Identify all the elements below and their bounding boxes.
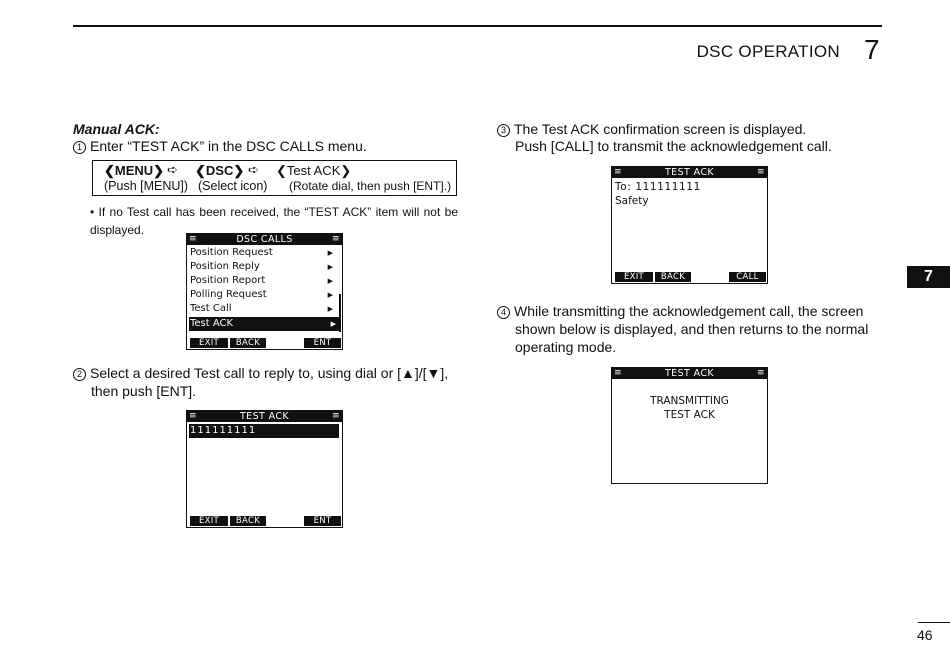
call-softkey: CALL xyxy=(729,272,766,282)
step-2-line-1: Select a desired Test call to reply to, using dial or [▲]/[▼], xyxy=(90,365,449,381)
menu-icon: ≡ xyxy=(757,167,765,177)
step-3-line-1: The Test ACK confirmation screen is displayed. xyxy=(514,121,807,137)
page-number-rule xyxy=(918,622,950,623)
back-softkey: BACK xyxy=(230,516,266,526)
arrow-right-icon: ▶ xyxy=(327,291,333,299)
chapter-title: DSC OPERATION xyxy=(696,42,840,61)
step-1 xyxy=(73,137,367,155)
lcd-title: TEST ACK xyxy=(239,411,290,422)
to-address: To: 111111111 xyxy=(615,181,701,193)
menu-icon: ≡ xyxy=(614,368,622,378)
back-softkey: BACK xyxy=(230,338,266,348)
lcd-title-bar xyxy=(187,234,342,245)
menu-item-polling-request: Polling Request ▶ xyxy=(190,289,333,300)
arrow-right-icon: ▶ xyxy=(330,320,336,328)
menu-item-test-call: Test Call ▶ xyxy=(190,303,333,314)
menu-path-arrow-icon: ➪ xyxy=(167,162,178,177)
step-4-line-2: shown below is displayed, and then returns to the normal xyxy=(515,321,869,337)
lcd-title-bar xyxy=(187,411,342,422)
back-softkey: BACK xyxy=(655,272,691,282)
menu-icon: ≡ xyxy=(189,411,197,421)
lcd-title: TEST ACK xyxy=(664,167,715,178)
menu-item-position-reply: Position Reply ▶ xyxy=(190,261,333,272)
step-4-line-1: While transmitting the acknowledgement call, the screen xyxy=(514,303,864,319)
exit-softkey: EXIT xyxy=(615,272,653,282)
test-call-item: 111111111 xyxy=(189,424,339,438)
lcd-screen-test-ack-confirm xyxy=(611,166,768,284)
note-text: • If no Test call has been received, the “TEST ACK” item will not be displayed. xyxy=(90,205,458,237)
menu-item-position-report: Position Report ▶ xyxy=(190,275,333,286)
arrow-right-icon: ▶ xyxy=(327,263,333,271)
call-category: Safety xyxy=(615,195,649,207)
menu-icon: ≡ xyxy=(332,234,340,244)
arrow-right-icon: ▶ xyxy=(327,277,333,285)
menu-path-menu: ❮MENU❯ xyxy=(104,163,165,178)
chapter-side-tab: 7 xyxy=(907,266,950,288)
lcd-title-bar xyxy=(612,368,767,379)
step-3 xyxy=(497,120,806,138)
step-3-number: 3 xyxy=(497,124,510,137)
lcd-screen-test-ack-list xyxy=(186,410,343,528)
step-3-line-2: Push [CALL] to transmit the acknowledgement call. xyxy=(515,138,832,154)
step-1-text: Enter “TEST ACK” in the DSC CALLS menu. xyxy=(90,138,367,154)
arrow-right-icon: ▶ xyxy=(327,305,333,313)
menu-item-test-ack: Test ACK ▶ xyxy=(189,317,339,331)
menu-icon: ≡ xyxy=(757,368,765,378)
step-2-line-2: then push [ENT]. xyxy=(91,383,197,399)
header-rule xyxy=(73,25,882,27)
menu-icon: ≡ xyxy=(332,411,340,421)
ent-softkey: ENT xyxy=(304,338,341,348)
lcd-screen-transmitting xyxy=(611,367,768,484)
lcd-title: TEST ACK xyxy=(664,368,715,379)
ent-softkey: ENT xyxy=(304,516,341,526)
menu-path-box xyxy=(92,160,457,196)
lcd-title: DSC CALLS xyxy=(236,234,293,245)
menu-path-dsc: ❮DSC❯ xyxy=(195,163,245,178)
menu-path-arrow-icon: ➪ xyxy=(248,162,259,177)
menu-path-test-ack: ❮Test ACK❯ xyxy=(276,163,352,178)
menu-icon: ≡ xyxy=(189,234,197,244)
section-title: Manual ACK: xyxy=(73,121,160,137)
menu-icon: ≡ xyxy=(614,167,622,177)
menu-path-hint-1: (Push [MENU]) xyxy=(104,179,189,193)
arrow-right-icon: ▶ xyxy=(327,249,333,257)
exit-softkey: EXIT xyxy=(190,338,228,348)
page-number: 46 xyxy=(917,627,933,643)
chapter-number: 7 xyxy=(864,34,880,65)
step-2 xyxy=(73,364,448,382)
step-4-line-3: operating mode. xyxy=(515,339,617,355)
transmitting-subtext: TEST ACK xyxy=(664,409,715,421)
step-2-number: 2 xyxy=(73,368,86,381)
menu-path-hint-2: (Select icon) xyxy=(198,179,268,193)
softkey-bar xyxy=(614,272,765,282)
step-1-number: 1 xyxy=(73,141,86,154)
step-4 xyxy=(497,302,863,320)
exit-softkey: EXIT xyxy=(190,516,228,526)
softkey-bar xyxy=(189,516,340,526)
scrollbar xyxy=(339,294,341,332)
step-4-number: 4 xyxy=(497,306,510,319)
menu-item-position-request: Position Request ▶ xyxy=(190,247,333,258)
lcd-screen-dsc-calls xyxy=(186,233,343,350)
menu-path-hint-3: (Rotate dial, then push [ENT].) xyxy=(289,179,452,193)
softkey-bar xyxy=(189,338,340,348)
lcd-title-bar xyxy=(612,167,767,178)
transmitting-text: TRANSMITTING xyxy=(650,395,729,407)
